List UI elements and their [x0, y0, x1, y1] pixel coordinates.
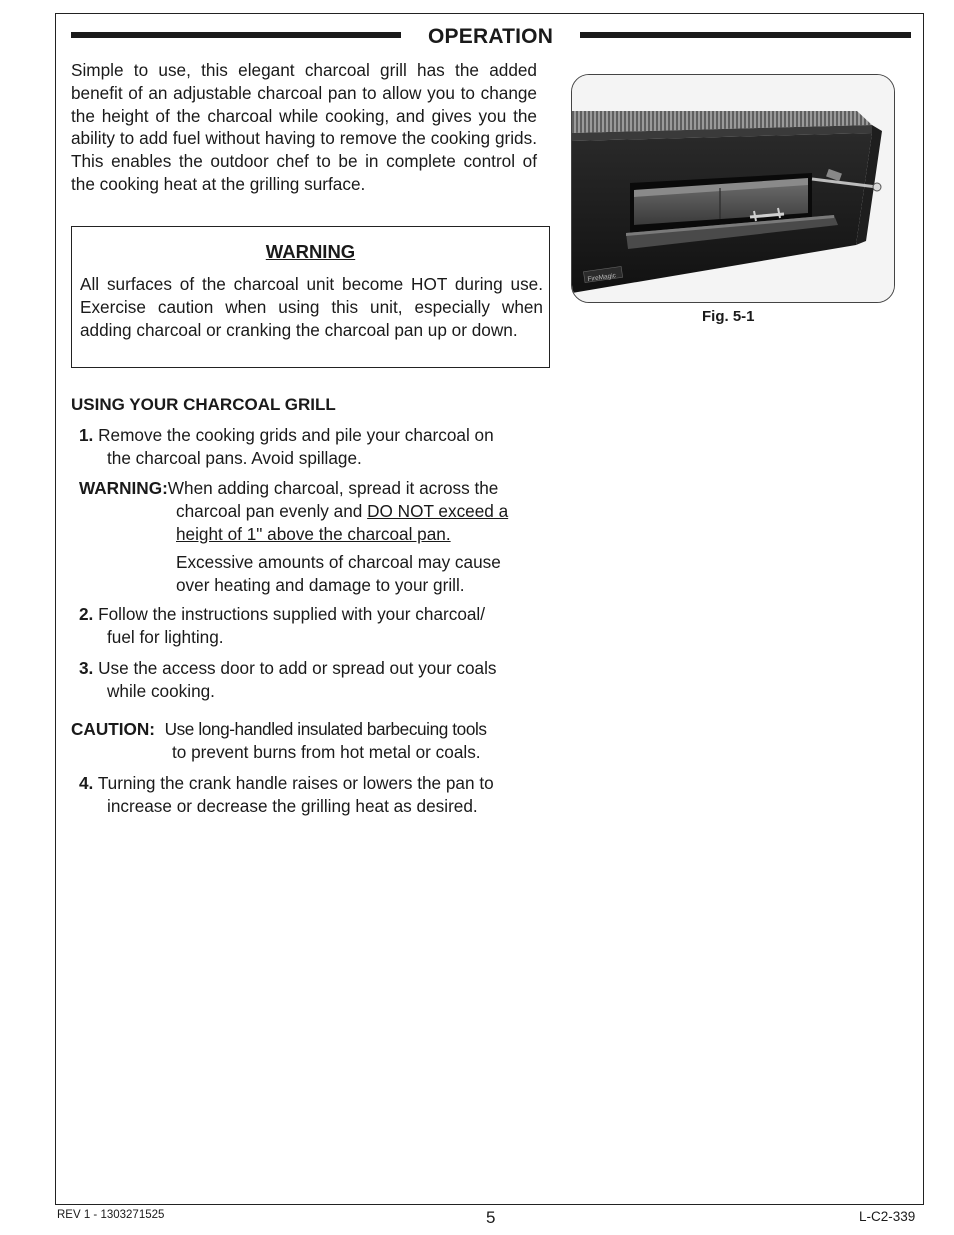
- document-code: L-C2-339: [859, 1209, 916, 1224]
- warning-text: All surfaces of the charcoal unit become HOT during use. Exercise caution when using this unit, especially when adding charcoal or cranking the charcoal pan up or down.: [80, 274, 543, 340]
- step-text: Use the access door to add or spread out your coals: [98, 658, 497, 678]
- step-warning-line5: over heating and damage to your grill.: [176, 575, 465, 596]
- list-item: [79, 772, 539, 818]
- step-number: 1.: [79, 425, 94, 445]
- step-text-cont: while cooking.: [107, 680, 215, 701]
- section-heading: USING YOUR CHARCOAL GRILL: [71, 395, 336, 414]
- caution-label: CAUTION:: [71, 719, 156, 739]
- step-warning: [79, 477, 539, 597]
- caution-line2: to prevent burns from hot metal or coals.: [172, 741, 481, 762]
- step-warning-line4: Excessive amounts of charcoal may cause: [176, 552, 501, 573]
- caution-note: [71, 718, 541, 764]
- list-item: [79, 424, 539, 470]
- header-rule-left: [71, 32, 401, 38]
- brand-mark: FireMagic: [587, 272, 617, 284]
- step-text-cont: increase or decrease the grilling heat as desired.: [107, 795, 478, 816]
- step-text: Turning the crank handle raises or lowers the pan to: [97, 773, 494, 793]
- step-text-cont: fuel for lighting.: [107, 626, 224, 647]
- figure-caption: Fig. 5-1: [702, 308, 755, 325]
- step-text-cont: the charcoal pans. Avoid spillage.: [107, 447, 362, 468]
- footer-revision: REV 1 - 1303271525: [57, 1209, 165, 1221]
- page-number: 5: [486, 1208, 496, 1227]
- page-title: OPERATION: [428, 25, 554, 48]
- warning-title: WARNING: [265, 241, 356, 262]
- step-warning-label: WARNING:: [79, 478, 168, 498]
- grill-photo: [571, 74, 895, 303]
- warning-box: [71, 226, 550, 368]
- grill-illustration: [572, 75, 895, 303]
- list-item: [79, 603, 539, 649]
- step-number: 4.: [79, 773, 94, 793]
- step-warning-line2: charcoal pan evenly and: [176, 500, 368, 521]
- header-rule-right: [580, 32, 911, 38]
- caution-line1: Use long-handled insulated barbecuing tools: [164, 719, 487, 739]
- step-text: Remove the cooking grids and pile your charcoal on: [98, 425, 494, 445]
- step-warning-emphasis-cont: height of 1" above the charcoal pan.: [176, 523, 451, 544]
- step-warning-emphasis: DO NOT exceed a: [367, 500, 509, 521]
- step-warning-line1: When adding charcoal, spread it across the: [167, 478, 499, 498]
- step-number: 2.: [79, 604, 94, 624]
- list-item: [79, 657, 539, 703]
- step-number: 3.: [79, 658, 94, 678]
- intro-paragraph: Simple to use, this elegant charcoal grill has the added benefit of an adjustable charcoal pan to allow you to change the height of the charcoal while cooking, and gives you the ability to add fuel without having to remove the cooking grids. This enables the outdoor chef to be in complete control of the cooking heat at the grilling surface.: [71, 60, 537, 194]
- step-text: Follow the instructions supplied with your charcoal/: [98, 604, 486, 624]
